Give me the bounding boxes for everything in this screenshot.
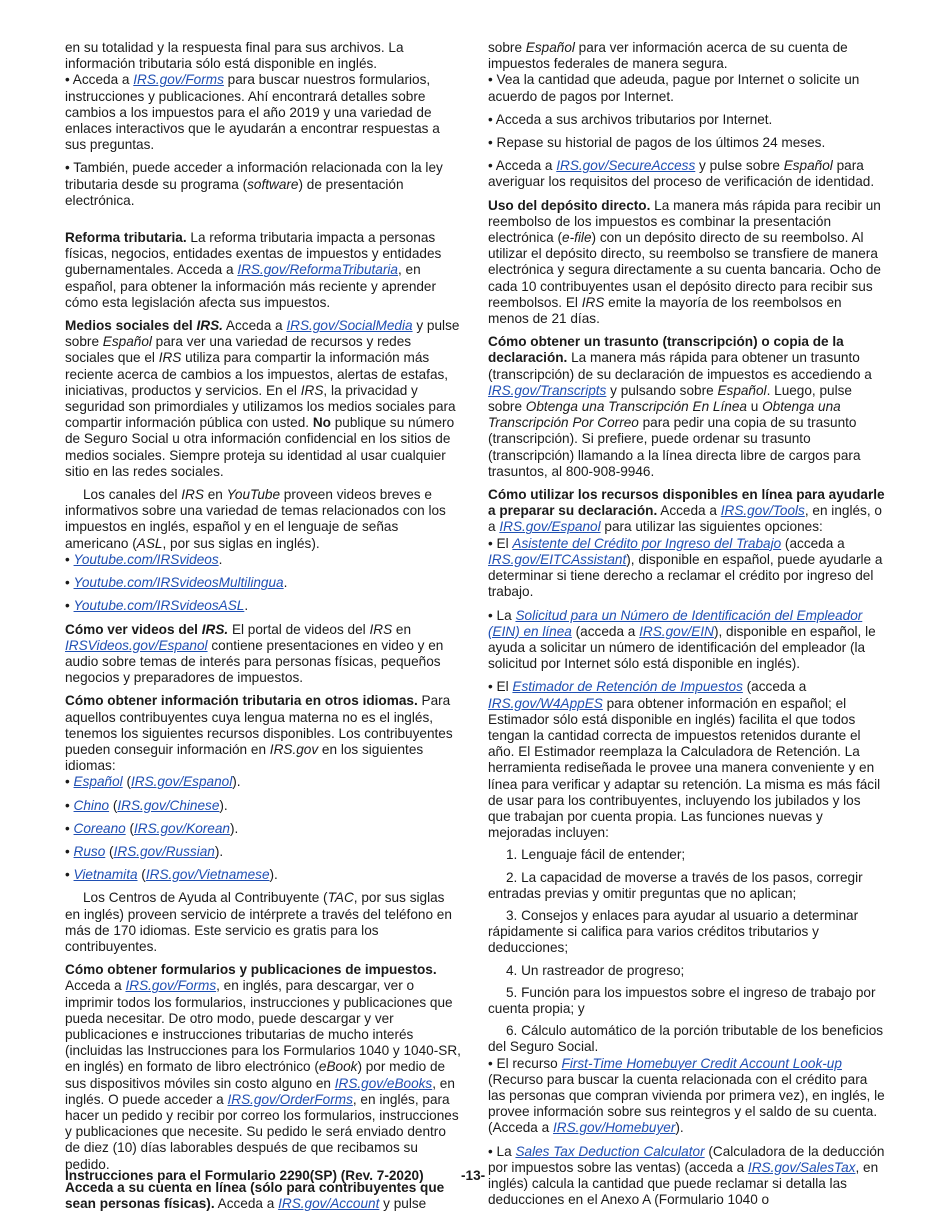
numbered-item: 3. Consejos y enlaces para ayudar al usuario a determinar rápidamente si califica para varios créditos tributarios y deducciones; [488, 907, 859, 956]
paragraph: sobre Español para ver información acerca de su cuenta de impuestos federales de manera segura. [488, 40, 848, 72]
section-heading: Reforma tributaria. [65, 230, 187, 246]
link-lang-ruso[interactable]: Ruso [73, 843, 106, 859]
language-item: • Chino (IRS.gov/Chinese). [65, 797, 228, 813]
page-footer [65, 1168, 885, 1183]
link-irs-videos[interactable]: IRSVideos.gov/Espanol [65, 637, 208, 653]
link-lang-coreano[interactable]: Coreano [73, 820, 126, 836]
bullet-item: • La Sales Tax Deduction Calculator (Calculadora de la deducción por impuestos sobre las ventas) (acceda a IRS.gov/SalesTax, en inglés) calcula la cantidad que puede reclamar si detalla las deducciones en el Anexo A (Formulario 1040 o [488, 1143, 885, 1208]
section-recursos: Cómo utilizar los recursos disponibles en línea para ayudarle a preparar su declaración. Acceda a IRS.gov/Tools, en inglés, o a IRS.gov/Espanol para utilizar las siguientes opciones: [488, 487, 885, 535]
language-item: • Coreano (IRS.gov/Korean). [65, 820, 239, 836]
language-item: • Ruso (IRS.gov/Russian). [65, 843, 224, 859]
link-irs-espanol[interactable]: IRS.gov/Espanol [499, 519, 601, 535]
bullet-item: • El recurso First-Time Homebuyer Credit Account Look-up (Recurso para buscar la cuenta relacionada con el crédito para las personas que compran vivienda por primera vez), en inglés, le provee información sobre sus reintegros y el saldo de su cuenta. (Acceda a IRS.gov/Homebuyer). [488, 1055, 885, 1136]
link-youtube-irsvideos[interactable]: Youtube.com/IRSvideos [73, 551, 219, 567]
bullet-item: • Youtube.com/IRSvideosMultilingua. [65, 575, 288, 591]
link-irs-homebuyer[interactable]: IRS.gov/Homebuyer [552, 1120, 676, 1136]
paragraph-youtube: Los canales del IRS en YouTube proveen videos breves e informativos sobre una variedad de temas relacionados con los impuestos en inglés, español y en el lenguaje de señas americano (ASL, por sus siglas en inglés). [65, 487, 446, 551]
page-number: -13- [461, 1168, 486, 1183]
link-eitc-assistant[interactable]: Asistente del Crédito por Ingreso del Trabajo [512, 535, 782, 551]
link-irs-ebooks[interactable]: IRS.gov/eBooks [334, 1075, 433, 1091]
section-heading: Uso del depósito directo. [488, 197, 651, 213]
numbered-item: 2. La capacidad de moverse a través de los pasos, corregir entradas previas y omitir preguntas que no aplican; [488, 869, 863, 901]
link-youtube-multilingua[interactable]: Youtube.com/IRSvideosMultilingua [73, 575, 284, 591]
link-lang-chino[interactable]: Chino [73, 797, 110, 813]
section-deposito-directo: Uso del depósito directo. La manera más rápida para recibir un reembolso de los impuestos es combinar la presentación electrónica (e-file) con un depósito directo de su reembolso. Al utilizar el depósito directo, su reembolso se transfiere de manera electrónica y segura directamente a su cuenta bancaria. Ocho de cada 10 contribuyentes usan el depósito directo para recibir sus reembolsos. El IRS emite la mayoría de los reembolsos en menos de 21 días. [488, 197, 881, 327]
bullet-item: • Youtube.com/IRSvideos. [65, 551, 223, 567]
section-reforma: Reforma tributaria. La reforma tributaria impacta a personas físicas, negocios, entidades exentas de impuestos y entidades gubernamentales. Acceda a IRS.gov/ReformaTributaria, en español, para obtener la información más reciente y aprender cómo esta legislación afecta sus impuestos. [65, 230, 442, 310]
bullet-item: • Repase su historial de pagos de los últimos 24 meses. [488, 135, 826, 151]
section-heading: Cómo utilizar los recursos disponibles en línea para ayudarle a preparar su declaración. [488, 487, 885, 519]
link-ein-url[interactable]: IRS.gov/EIN [639, 623, 714, 639]
link-irs-forms[interactable]: IRS.gov/Forms [133, 72, 224, 88]
link-withholding-estimator[interactable]: Estimador de Retención de Impuestos [512, 679, 743, 695]
numbered-item: 5. Función para los impuestos sobre el ingreso de trabajo por cuenta propia; y [488, 984, 876, 1016]
numbered-item: 4. Un rastreador de progreso; [506, 962, 685, 978]
link-irs-transcripts[interactable]: IRS.gov/Transcripts [488, 382, 607, 398]
bullet-item: • Acceda a sus archivos tributarios por Internet. [488, 111, 773, 127]
numbered-item: 6. Cálculo automático de la porción tributable de los beneficios del Seguro Social. [488, 1023, 884, 1055]
right-column [488, 40, 886, 1215]
link-lang-ruso-url[interactable]: IRS.gov/Russian [113, 843, 215, 859]
language-item: • Vietnamita (IRS.gov/Vietnamese). [65, 867, 278, 883]
bullet-item: • El Asistente del Crédito por Ingreso del Trabajo (acceda a IRS.gov/EITCAssistant), disponible en español, puede ayudarle a determinar si tiene derecho a reclamar el crédito por ingreso del trabajo. [488, 535, 883, 600]
section-trasunto: Cómo obtener un trasunto (transcripción) o copia de la declaración. La manera más rápida para obtener un trasunto (transcripción) de su declaración de impuestos es accediendo a IRS.gov/Transcripts y pulsando sobre Español. Luego, pulse sobre Obtenga una Transcripción En Línea u Obtenga una Transcripción Por Correo para pedir una copia de su trasunto (transcripción). Si prefiere, puede ordenar su trasunto (transcripción) llamando a la línea directa libre de cargos para trasuntos, al 800-908-9946. [488, 334, 872, 479]
bullet-item: • También, puede acceder a información relacionada con la ley tributaria desde su programa (software) de presentación electrónica. [65, 160, 443, 208]
link-eitc-url[interactable]: IRS.gov/EITCAssistant [488, 551, 627, 567]
link-irs-salestax[interactable]: IRS.gov/SalesTax [747, 1159, 856, 1175]
link-ein-application[interactable]: Solicitud para un Número de Identificación del Empleador (EIN) en línea [488, 607, 863, 639]
link-lang-espanol[interactable]: Español [73, 774, 123, 790]
section-heading: Cómo obtener formularios y publicaciones de impuestos. [65, 962, 437, 978]
link-homebuyer-lookup[interactable]: First-Time Homebuyer Credit Account Look-up [561, 1055, 842, 1071]
link-lang-vietnamita[interactable]: Vietnamita [73, 867, 138, 883]
section-formularios: Cómo obtener formularios y publicaciones de impuestos. Acceda a IRS.gov/Forms, en inglés, para descargar, ver o imprimir todos los formularios, instrucciones y publicaciones que pueda necesitar. De otro modo, puede descargar y ver publicaciones e instrucciones tributarias de mucho interés (incluidas las Instrucciones para los Formularios 1040 y 1040-SR, en inglés) en formato de libro electrónico (eBook) por medio de sus dispositivos móviles sin costo alguno en IRS.gov/eBooks, en inglés. O puede acceder a IRS.gov/OrderForms, en inglés, para hacer un pedido y recibir por correo los formularios, instrucciones y publicaciones que necesite. Su pedido le será enviado dentro de diez (10) días laborables después de que recibamos su pedido. [65, 962, 461, 1172]
link-irs-forms-2[interactable]: IRS.gov/Forms [125, 978, 217, 994]
link-secure-access[interactable]: IRS.gov/SecureAccess [556, 158, 696, 174]
paragraph-tac: Los Centros de Ayuda al Contribuyente (TAC, por sus siglas en inglés) proveen servicio de intérprete a través del teléfono en más de 170 idiomas. Este servicio es gratis para los contribuyentes. [65, 890, 452, 954]
link-social-media[interactable]: IRS.gov/SocialMedia [286, 318, 413, 334]
bullet-item: • La Solicitud para un Número de Identificación del Empleador (EIN) en línea (acceda a IRS.gov/EIN), disponible en español, le ayuda a solicitar un número de identificación del empleador (la solicitud por Internet sólo está disponible en inglés). [488, 607, 876, 672]
link-youtube-asl[interactable]: Youtube.com/IRSvideosASL [73, 598, 245, 614]
section-medios-sociales: Medios sociales del IRS. Acceda a IRS.gov/SocialMedia y pulse sobre Español para ver una variedad de recursos y redes sociales que el IRS utiliza para compartir la información más reciente acerca de cambios a los impuestos, alertas de estafas, iniciativas, productos y servicios. En el IRS, la privacidad y seguridad son primordiales y utilizamos los medios sociales para compartir información pública con usted. No publique su número de Seguro Social u otra información confidencial en los sitios de medios sociales. Siempre proteja su identidad al usar cualquier sitio en las redes sociales. [65, 318, 460, 479]
link-w4appes[interactable]: IRS.gov/W4AppES [488, 695, 603, 711]
left-column [65, 40, 461, 1219]
link-lang-chino-url[interactable]: IRS.gov/Chinese [117, 797, 220, 813]
bullet-item: • El Estimador de Retención de Impuestos (acceda a IRS.gov/W4AppES para obtener información en español; el Estimador sólo está disponible en inglés) facilita el que todos tengan la cantidad correcta de impuestos retenidos durante el año. El Estimador reemplaza la Calculadora de Retención. La herramienta rediseñada le provee una manera conveniente y en línea para verificar y adaptar su retención. La misma es más fácil de usar para los contribuyentes, incluyendo los jubilados y los que trabajan por cuenta propia. Las funciones nuevas y mejoradas incluyen: [488, 679, 881, 841]
language-item: • Español (IRS.gov/Espanol). [65, 774, 241, 790]
link-lang-vietnamita-url[interactable]: IRS.gov/Vietnamese [145, 867, 270, 883]
section-heading: Cómo obtener un trasunto (transcripción) o copia de la declaración. [488, 334, 844, 366]
section-idiomas: Cómo obtener información tributaria en otros idiomas. Para aquellos contribuyentes cuya lengua materna no es el inglés, tenemos los siguientes recursos disponibles. Los contribuyentes pueden conseguir información en IRS.gov en los siguientes idiomas: [65, 693, 453, 774]
link-irs-orderforms[interactable]: IRS.gov/OrderForms [227, 1091, 353, 1107]
section-videos: Cómo ver videos del IRS. El portal de videos del IRS en IRSVideos.gov/Espanol contiene presentaciones en video y en audio sobre temas de interés para personas físicas, pequeños negocios y preparadores de impuestos. [65, 621, 444, 686]
section-heading: Cómo ver videos del [65, 621, 202, 637]
footer-title: Instrucciones para el Formulario 2290(SP) (Rev. 7-2020) [65, 1168, 424, 1183]
section-heading: Medios sociales del [65, 318, 197, 334]
link-sales-tax-calculator[interactable]: Sales Tax Deduction Calculator [515, 1143, 705, 1159]
bullet-item: • Youtube.com/IRSvideosASL. [65, 598, 249, 614]
bullet-item: • Acceda a IRS.gov/Forms para buscar nuestros formularios, instrucciones y publicaciones. Ahí encontrará detalles sobre cambios a los impuestos para el año 2019 y una variedad de enlaces interactivos que le ayudarán a encontrar respuestas a sus preguntas. [65, 72, 440, 153]
link-reforma-tributaria[interactable]: IRS.gov/ReformaTributaria [237, 262, 398, 278]
link-irs-tools[interactable]: IRS.gov/Tools [720, 503, 805, 519]
link-lang-espanol-url[interactable]: IRS.gov/Espanol [130, 774, 233, 790]
bullet-item: • Acceda a IRS.gov/SecureAccess y pulse sobre Español para averiguar los requisitos del proceso de verificación de identidad. [488, 158, 875, 190]
section-cuenta: Acceda a su cuenta en línea (sólo para contribuyentes que sean personas físicas). Acceda a IRS.gov/Account y pulse [65, 1179, 445, 1211]
bullet-item: • Vea la cantidad que adeuda, pague por Internet o solicite un acuerdo de pagos por Internet. [488, 72, 860, 104]
link-lang-coreano-url[interactable]: IRS.gov/Korean [134, 820, 230, 836]
section-heading: Cómo obtener información tributaria en otros idiomas. [65, 693, 418, 709]
numbered-item: 1. Lenguaje fácil de entender; [506, 847, 686, 863]
paragraph: en su totalidad y la respuesta final para sus archivos. La información tributaria sólo está disponible en inglés. [65, 40, 404, 72]
link-irs-account[interactable]: IRS.gov/Account [278, 1196, 380, 1211]
section-heading: Acceda a su cuenta en línea (sólo para contribuyentes que sean personas físicas). [65, 1179, 445, 1211]
